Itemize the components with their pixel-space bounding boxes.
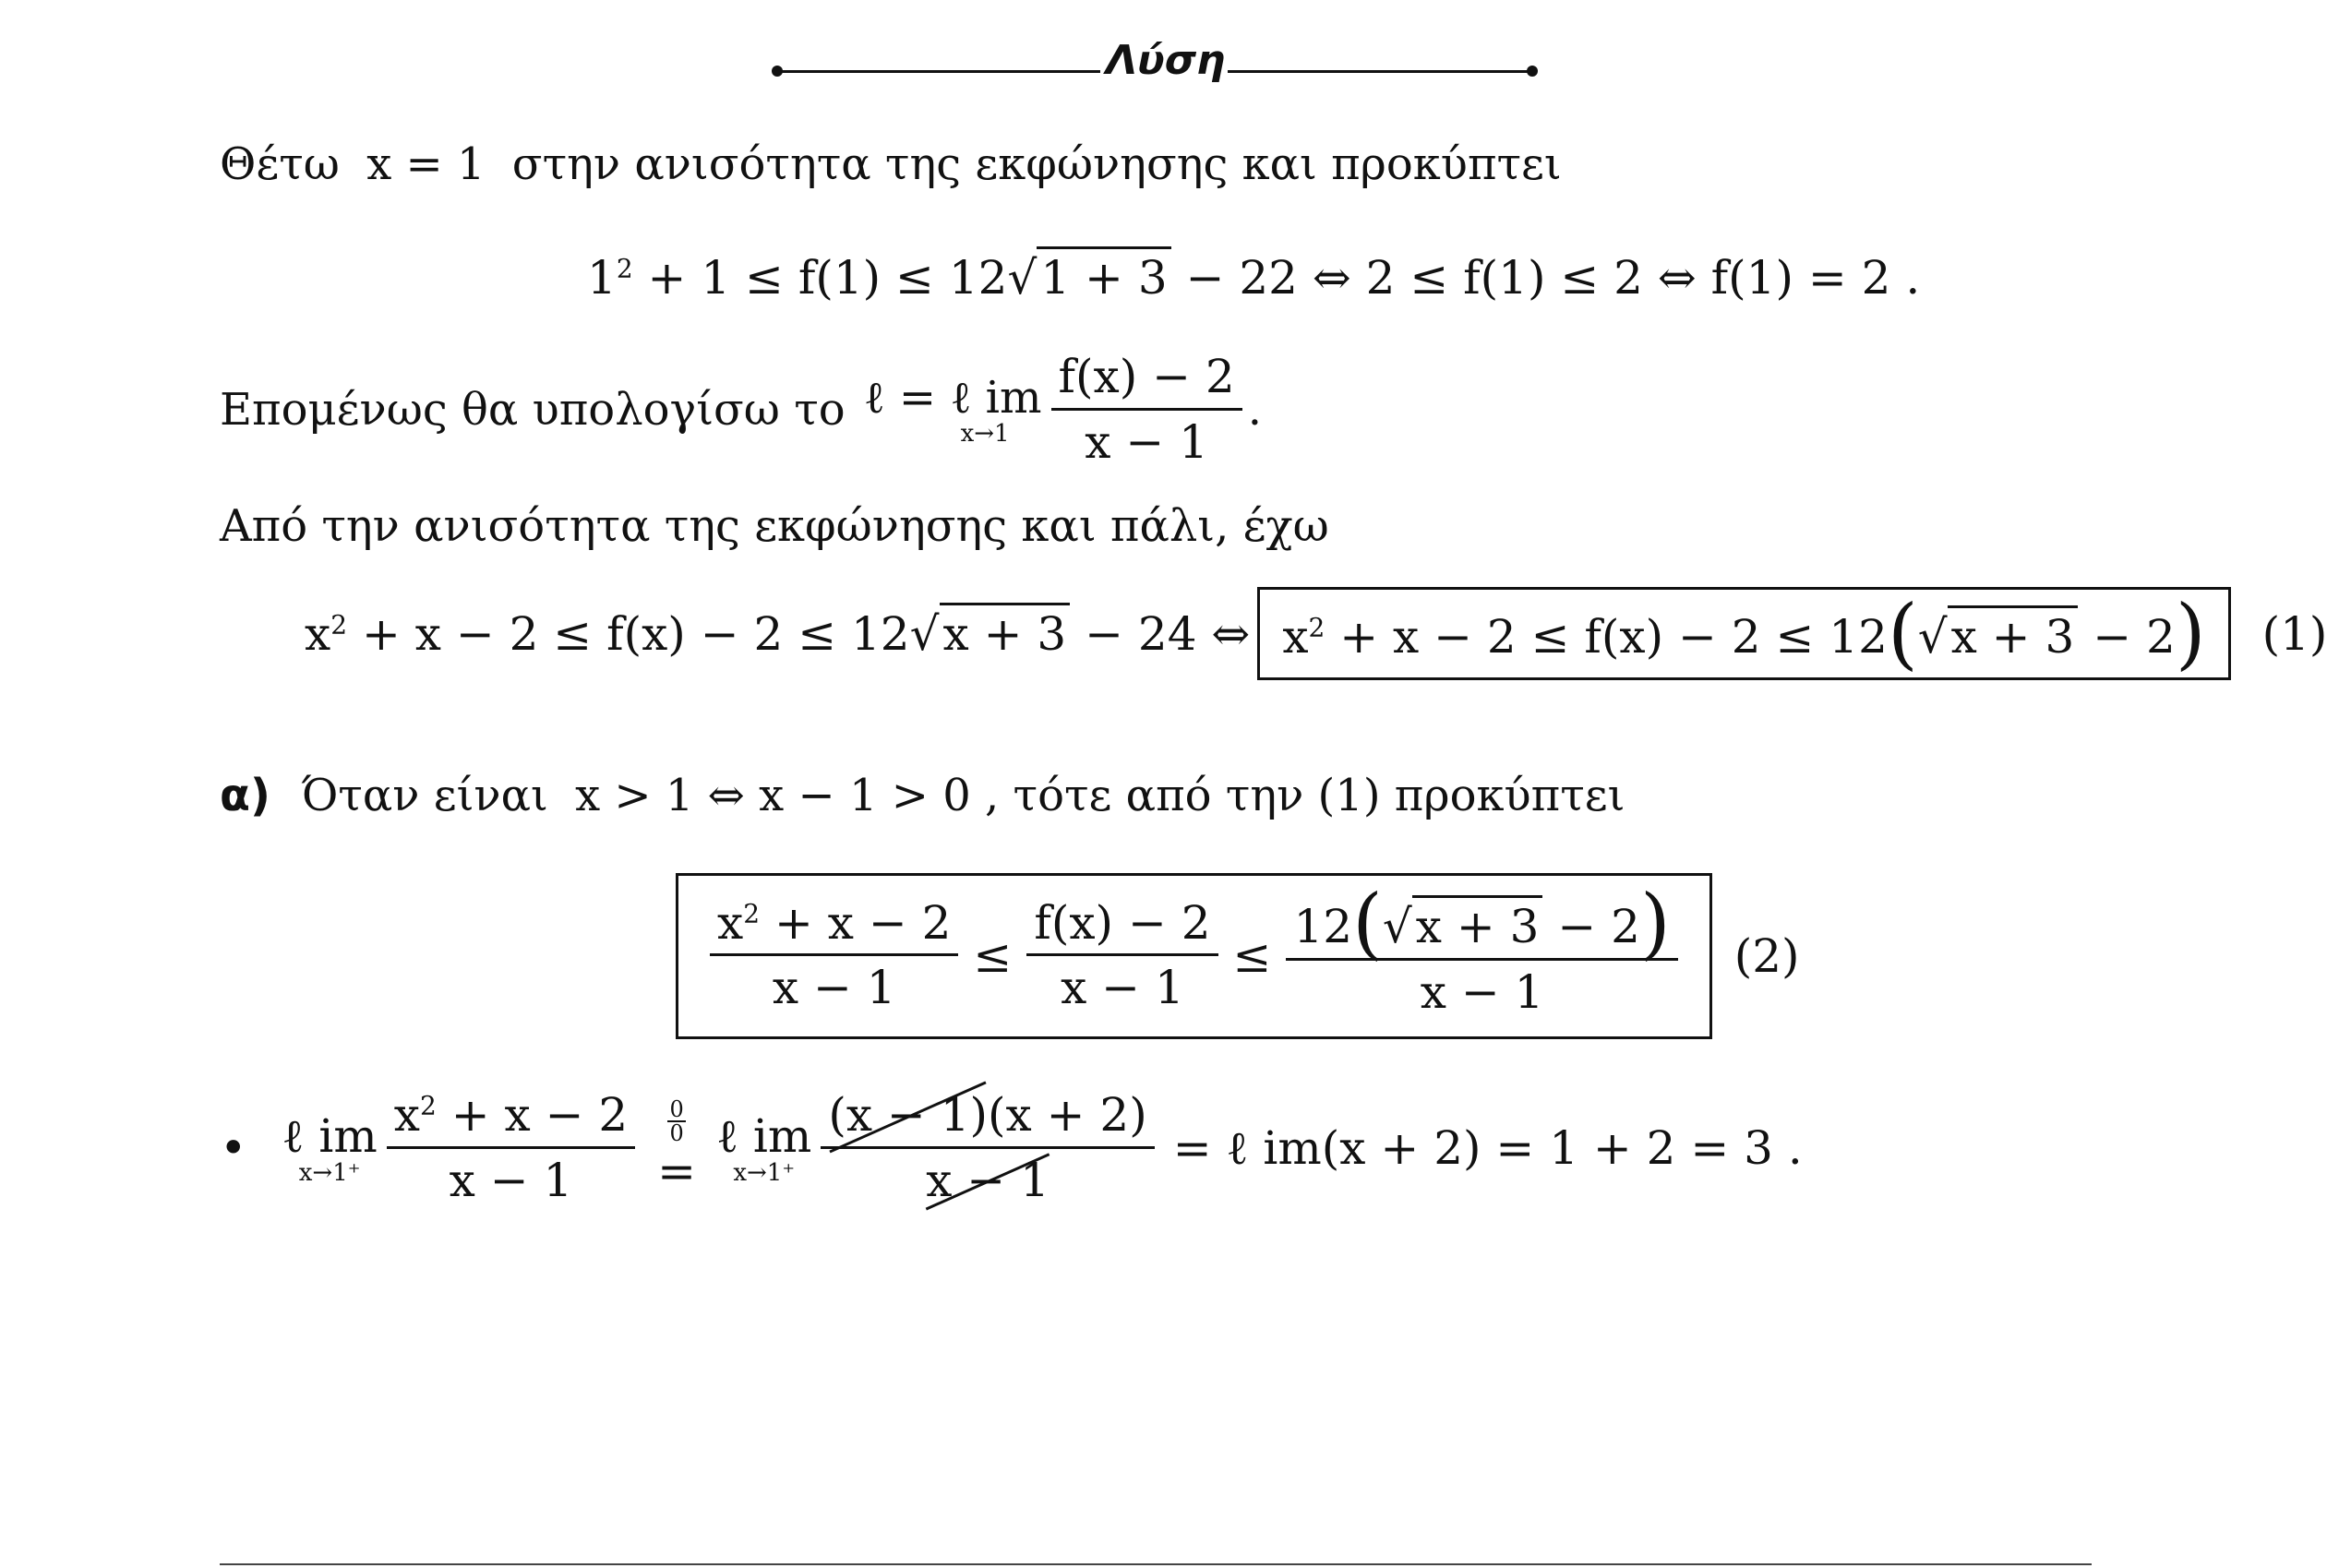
equation-inequality: $x^2 + x - 2 \le f(x) - 2 \le 12√x + 3 - 24$ ⇔ $x^2 + x - 2 \le f(x) - 2 \le 12(√x + 3 - 2)$ (1) bbox=[305, 587, 2327, 680]
fraction-factored: $\frac{(x - 1)(x + 2)}{x - 1}$ bbox=[821, 1089, 1154, 1207]
sqrt-1-plus-3: √1 + 3 bbox=[1007, 251, 1170, 305]
sqrt-x-plus-3: √x + 3 bbox=[910, 607, 1071, 661]
header-line-left bbox=[777, 70, 1100, 73]
footer-rule bbox=[220, 1563, 2092, 1565]
limit-operator-2: ℓ im x→1⁺ bbox=[716, 1109, 812, 1187]
boxed-inequality-2: $\frac{x^2 + x - 2}{x - 1}$ ≤ $\frac{f(x) - 2}{x - 1}$ ≤ $\frac{12(√x + 3 - 2)}{x - 1}$ bbox=[676, 873, 1712, 1039]
header bbox=[766, 37, 1541, 92]
fraction-quadratic-limit: $\frac{x^2 + x - 2}{x - 1}$ bbox=[387, 1089, 635, 1207]
limit-result: = ℓ im(x + 2) = 1 + 2 = 3 . bbox=[1172, 1121, 1803, 1175]
indeterminate-equals: $\frac{0}{0}$ = bbox=[657, 1096, 697, 1198]
cancelled-factor-den: x − 1 bbox=[926, 1153, 1050, 1207]
fraction-fx-minus-2: $\frac{f(x) - 2}{x - 1}$ bbox=[1051, 351, 1242, 469]
bullet-mark: • bbox=[220, 1121, 247, 1175]
math-x-eq-1: x = 1 bbox=[366, 138, 486, 190]
paragraph-setting-x: Θέτω x = 1 στην ανισότητα της εκφώνησης και προκύπτει bbox=[220, 138, 1562, 190]
case-alpha: α) Όταν είναι x > 1 ⇔ x − 1 > 0 , τότε από την (1) προκύπτει bbox=[220, 770, 1625, 821]
header-dot-right bbox=[1527, 66, 1538, 77]
equation-f1: $1^2 + 1 \le f(1) \le 12√1 + 3 - 22$ ⇔ 2 ≤ f(1) ≤ 2 ⇔ f(1) = 2 . bbox=[587, 251, 1920, 305]
fraction-sqrt: $\frac{12(√x + 3 - 2)}{x - 1}$ bbox=[1286, 892, 1677, 1020]
limit-operator-1: ℓ im x→1⁺ bbox=[282, 1109, 378, 1187]
case-label: α) bbox=[220, 770, 270, 821]
paragraph-again: Από την ανισότητα της εκφώνησης και πάλι, έχω bbox=[220, 500, 1329, 552]
equation-tag-2: (2) bbox=[1733, 928, 1800, 983]
cancelled-factor-num: (x − 1) bbox=[828, 1088, 989, 1142]
equation-tag-1: (1) bbox=[2261, 606, 2327, 661]
fraction-quadratic: $\frac{x^2 + x - 2}{x - 1}$ bbox=[710, 897, 958, 1015]
equation-fractions bbox=[676, 873, 1800, 1039]
fraction-fx: $\frac{f(x) - 2}{x - 1}$ bbox=[1026, 897, 1217, 1015]
boxed-inequality-1: $x^2 + x - 2 \le f(x) - 2 \le 12(√x + 3 - 2)$ bbox=[1257, 587, 2230, 680]
limit-operator: ℓ = ℓ im x→1 bbox=[863, 372, 1042, 448]
header-title: Λύση bbox=[1106, 37, 1226, 84]
bullet-limit bbox=[220, 1089, 1803, 1207]
paragraph-limit-def: Επομένως θα υπολογίσω το ℓ = ℓ im x→1 $\frac{f(x) - 2}{x - 1}$ . bbox=[220, 350, 1262, 469]
header-line-right bbox=[1228, 70, 1532, 73]
